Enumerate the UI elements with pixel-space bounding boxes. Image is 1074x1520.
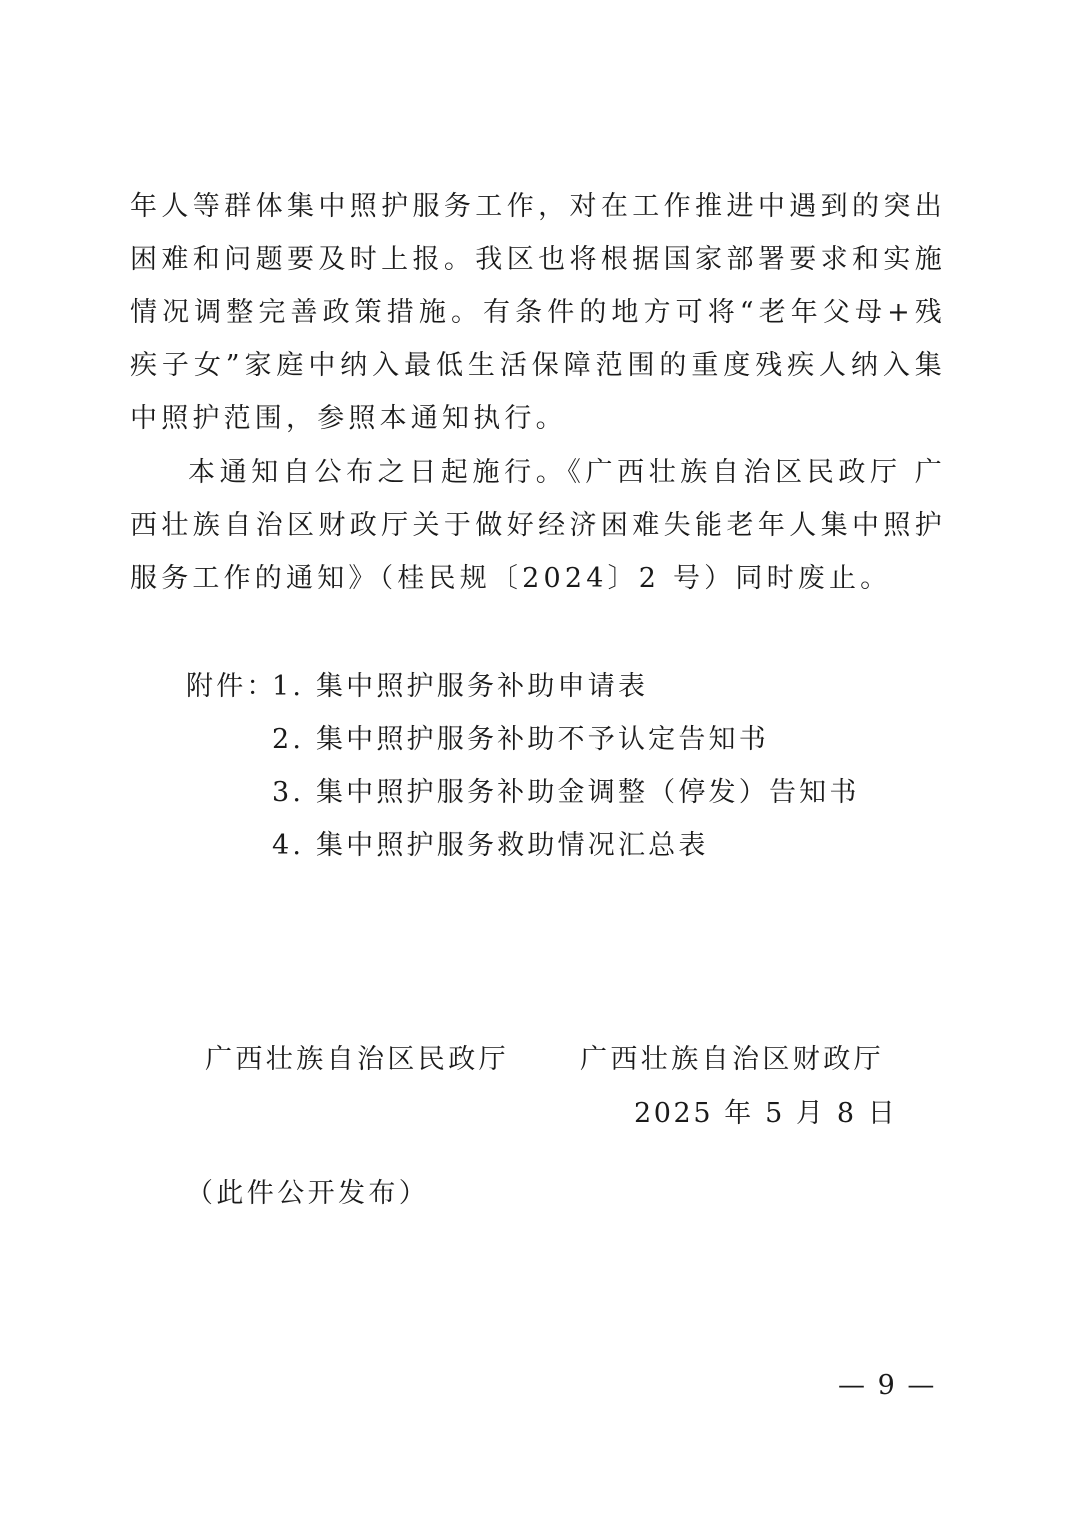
attachment-item-3: 3. 集中照护服务补助金调整（停发）告知书 (272, 777, 860, 808)
attachment-item (186, 660, 860, 713)
issuer-finance: 广西壮族自治区财政厅 (580, 1044, 884, 1075)
attachments-list (186, 660, 860, 872)
body-paragraph-1: 年人等群体集中照护服务工作，对在工作推进中遇到的突出困难和问题要及时上报。我区也将根据国家部署要求和实施情况调整完善政策措施。有条件的地方可将“老年父母+残疾子女”家庭中纳入最低生活保障范围的重度残疾人纳入集中照护范围，参照本通知执行。 (130, 191, 946, 434)
public-release-note: （此件公开发布） (186, 1178, 430, 1209)
page-number: — 9 — (838, 1370, 937, 1401)
attachment-item-4: 4. 集中照护服务救助情况汇总表 (272, 830, 709, 861)
issuer-civil-affairs: 广西壮族自治区民政厅 (205, 1044, 509, 1075)
attachment-item-2: 2. 集中照护服务补助不予认定告知书 (272, 724, 769, 755)
body-paragraph-2: 本通知自公布之日起施行。《广西壮族自治区民政厅 广西壮族自治区财政厅关于做好经济困难失能老年人集中照护服务工作的通知》（桂民规〔2024〕2 号）同时废止。 (130, 457, 946, 594)
attachment-item (186, 819, 860, 872)
issue-date: 2025 年 5 月 8 日 (634, 1098, 898, 1129)
attachments-label: 附件： (186, 671, 277, 702)
attachment-item (186, 713, 860, 766)
attachment-item (186, 766, 860, 819)
attachment-item-1: 1. 集中照护服务补助申请表 (272, 671, 649, 702)
